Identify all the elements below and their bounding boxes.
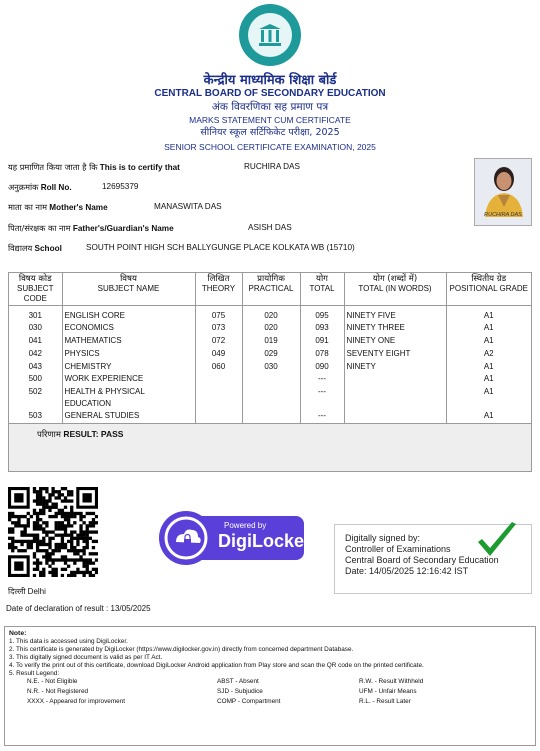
subject-code: 502 (9, 386, 62, 410)
subject-name: WORK EXPERIENCE (62, 373, 195, 386)
total-marks: --- (300, 373, 344, 386)
header-subject-name: विषय SUBJECT NAME (62, 273, 195, 306)
positional-grade: A1 (483, 411, 494, 421)
marks-table (8, 272, 532, 472)
table-row (9, 310, 531, 323)
certify-hindi: यह प्रमाणित किया जाता है कि (8, 162, 98, 172)
positional-grade: A1 (483, 374, 494, 384)
father-label: Father's/Guardian's Name (72, 224, 174, 233)
theory-marks: 049 (195, 348, 242, 361)
certify-line (8, 162, 180, 173)
table-row (9, 361, 531, 374)
place-english: Delhi (27, 587, 46, 596)
practical-marks (242, 410, 300, 423)
legend-item: R.W. - Result Withheld (359, 678, 424, 686)
positional-grade: A2 (483, 348, 494, 358)
roll-line (8, 182, 72, 193)
subject-code: 500 (9, 373, 62, 386)
positional-grade: A1 (483, 336, 494, 346)
theory-marks (195, 410, 242, 423)
note-item: 5. Result Legend: (9, 669, 60, 677)
total-marks: --- (300, 386, 344, 410)
legend-item: N.E. - Not Eligible (27, 678, 78, 686)
mother-line (8, 202, 108, 213)
theory-marks (195, 386, 242, 410)
roll-label: Roll No. (40, 183, 72, 192)
roll-hindi: अनुक्रमांक (8, 182, 39, 192)
signature-date: Date: 14/05/2025 12:16:42 IST (345, 566, 469, 576)
header-grade: स्थितीय ग्रेड POSITIONAL GRADE (446, 273, 531, 306)
result-status (37, 429, 123, 440)
school-label: School (34, 244, 62, 253)
total-marks: 091 (300, 335, 344, 348)
subject-name: HEALTH & PHYSICAL EDUCATION (62, 386, 195, 410)
photo-caption: RUCHIRA DAS (484, 212, 522, 218)
header-theory: लिखित THEORY (195, 273, 242, 306)
header-subject-code: विषय कोड SUBJECT CODE (9, 273, 62, 306)
note-item: 3. This digitally signed document is valid as per IT Act. (9, 653, 163, 661)
exam-title-hindi: सीनियर स्कूल सर्टिफिकेट परीक्षा, 2025 (200, 127, 340, 138)
header-total: योग TOTAL (300, 273, 344, 306)
subject-name: MATHEMATICS (62, 335, 195, 348)
result-legend (9, 678, 531, 710)
total-marks: 095 (300, 310, 344, 323)
table-row (9, 322, 531, 335)
subject-code: 030 (9, 322, 62, 335)
legend-item: R.L. - Result Later (359, 698, 411, 706)
declaration-label: Date of declaration of result : (6, 604, 109, 613)
total-marks: 093 (300, 322, 344, 335)
legend-item: XXXX - Appeared for improvement (27, 698, 126, 706)
total-in-words: NINETY (344, 361, 446, 374)
total-marks: 090 (300, 361, 344, 374)
roll-number: 12695379 (102, 182, 139, 191)
positional-grade: A1 (483, 310, 494, 320)
certify-label: This is to certify that (99, 163, 180, 172)
legend-item: ABST - Absent (217, 678, 259, 686)
total-marks: --- (300, 410, 344, 423)
signature-line-1: Digitally signed by: (345, 533, 421, 543)
note-item: 2. This certificate is generated by DigiLocker (https://www.digilocker.gov.in) directly from concerned department Database. (9, 645, 354, 653)
mother-label: Mother's Name (49, 203, 108, 212)
legend-item: N.R. - Not Registered (27, 688, 89, 696)
father-name: ASISH DAS (248, 223, 292, 232)
subject-name: ECONOMICS (62, 322, 195, 335)
header-total-words: योग (शब्दों में) TOTAL (IN WORDS) (344, 273, 446, 306)
legend-item: SJD - Subjudice (217, 688, 263, 696)
digilocker-badge (158, 506, 312, 566)
mother-name: MANASWITA DAS (154, 202, 222, 211)
declaration-date: 13/05/2025 (110, 604, 151, 613)
positional-grade: A1 (483, 361, 494, 371)
subject-name: ENGLISH CORE (62, 310, 195, 323)
table-row (9, 335, 531, 348)
theory-marks: 072 (195, 335, 242, 348)
board-name-hindi: केन्द्रीय माध्यमिक शिक्षा बोर्ड (203, 73, 337, 88)
result-section (9, 423, 531, 471)
table-row (9, 410, 531, 423)
exam-title-english: SENIOR SCHOOL CERTIFICATE EXAMINATION, 2025 (164, 142, 376, 152)
theory-marks: 060 (195, 361, 242, 374)
subject-code: 041 (9, 335, 62, 348)
subject-name: GENERAL STUDIES (62, 410, 195, 423)
school-line (8, 243, 62, 254)
total-marks: 078 (300, 348, 344, 361)
legend-item: COMP - Compartment (217, 698, 281, 706)
notes-title: Note: (9, 630, 27, 637)
total-in-words (344, 386, 446, 410)
notes-section (4, 626, 536, 746)
theory-marks: 075 (195, 310, 242, 323)
qr-code[interactable] (8, 487, 98, 577)
practical-marks: 030 (242, 361, 300, 374)
father-line (8, 223, 174, 234)
subject-code: 301 (9, 310, 62, 323)
table-row (9, 386, 531, 410)
practical-marks: 020 (242, 322, 300, 335)
practical-marks: 019 (242, 335, 300, 348)
practical-marks (242, 386, 300, 410)
subject-name: CHEMISTRY (62, 361, 195, 374)
table-header-row (9, 273, 531, 306)
board-name-english: CENTRAL BOARD OF SECONDARY EDUCATION (154, 88, 386, 99)
place (8, 586, 46, 597)
note-item: 4. To verify the print out of this certificate, download DigiLocker Android application from Play store and scan the QR code on the printed certificate. (9, 661, 424, 669)
subject-code: 503 (9, 410, 62, 423)
total-in-words: NINETY FIVE (344, 310, 446, 323)
positional-grade: A1 (483, 387, 494, 397)
total-in-words (344, 373, 446, 386)
signature-line-3: Central Board of Secondary Education (345, 555, 499, 565)
theory-marks (195, 373, 242, 386)
verified-check-icon (474, 520, 520, 560)
school-hindi: विद्यालय (8, 243, 33, 253)
declaration-date-line (6, 604, 151, 613)
signature-line-2: Controller of Examinations (345, 544, 451, 554)
digilocker-brand-text: DigiLocker (218, 531, 312, 551)
note-item: 1. This data is accessed using DigiLocker. (9, 637, 128, 645)
practical-marks (242, 373, 300, 386)
cbse-emblem-icon (255, 20, 285, 50)
subject-name: PHYSICS (62, 348, 195, 361)
place-hindi: दिल्ली (8, 587, 26, 596)
legend-item: UFM - Unfair Means (359, 688, 417, 696)
powered-by-text: Powered by (224, 521, 267, 530)
total-in-words (344, 410, 446, 423)
subject-code: 043 (9, 361, 62, 374)
positional-grade: A1 (483, 323, 494, 333)
cbse-logo (239, 4, 301, 66)
mother-hindi: माता का नाम (8, 202, 47, 212)
table-row (9, 348, 531, 361)
statement-title-hindi: अंक विवरणिका सह प्रमाण पत्र (211, 101, 329, 113)
school-name: SOUTH POINT HIGH SCH BALLYGUNGE PLACE KOLKATA WB (15710) (86, 243, 355, 252)
practical-marks: 029 (242, 348, 300, 361)
statement-title-english: MARKS STATEMENT CUM CERTIFICATE (189, 115, 351, 125)
total-in-words: NINETY THREE (344, 322, 446, 335)
practical-marks: 020 (242, 310, 300, 323)
result-hindi: परिणाम (37, 430, 61, 441)
subject-code: 042 (9, 348, 62, 361)
table-row (9, 373, 531, 386)
candidate-name: RUCHIRA DAS (244, 162, 300, 171)
total-in-words: NINETY ONE (344, 335, 446, 348)
total-in-words: SEVENTY EIGHT (344, 348, 446, 361)
theory-marks: 073 (195, 322, 242, 335)
result-label: RESULT: PASS (63, 429, 124, 440)
father-hindi: पिता/संरक्षक का नाम (8, 223, 71, 233)
header-practical: प्रायोगिक PRACTICAL (242, 273, 300, 306)
